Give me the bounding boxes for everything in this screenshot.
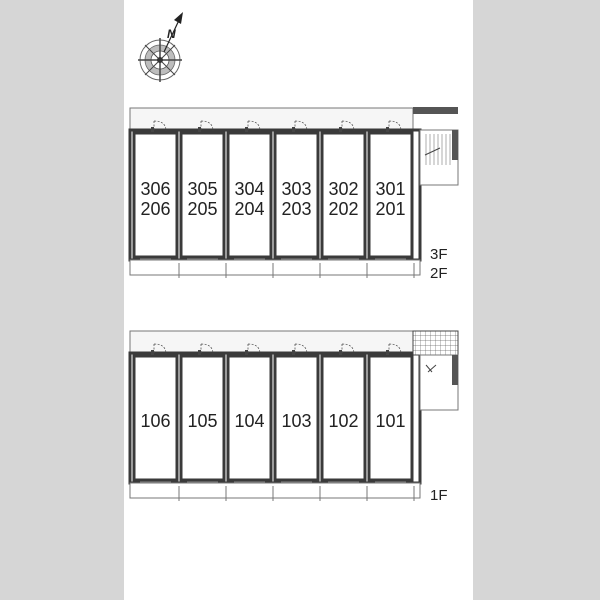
unit-number-lower: 202 xyxy=(328,199,359,219)
unit-cell xyxy=(228,121,273,278)
unit-number-lower: 205 xyxy=(187,199,218,219)
floor-label-2f: 2F xyxy=(430,265,448,282)
north-compass-icon xyxy=(138,12,183,82)
corridor xyxy=(130,108,413,130)
unit-number: 106 xyxy=(140,411,171,431)
unit-number: 103 xyxy=(281,411,312,431)
unit-cell xyxy=(322,121,367,278)
unit-number-lower: 203 xyxy=(281,199,312,219)
unit-cell xyxy=(369,344,414,501)
unit-cell xyxy=(181,121,226,278)
floor-label-1f: 1F xyxy=(430,487,448,504)
unit-cell xyxy=(369,121,414,278)
unit-cell xyxy=(275,121,320,278)
floor-label-3f: 3F xyxy=(430,246,448,263)
unit-number-upper: 304 xyxy=(234,179,265,199)
unit-number: 101 xyxy=(375,411,406,431)
balcony-strip xyxy=(130,260,420,275)
unit-number-upper: 306 xyxy=(140,179,171,199)
staircase-icon xyxy=(413,331,458,410)
unit-number-lower: 204 xyxy=(234,199,265,219)
unit-number: 105 xyxy=(187,411,218,431)
unit-cell xyxy=(181,344,226,501)
lower-floor-plan xyxy=(130,331,458,504)
unit-number-upper: 302 xyxy=(328,179,359,199)
unit-number-lower: 206 xyxy=(140,199,171,219)
unit-cell xyxy=(275,344,320,501)
staircase-icon xyxy=(413,107,458,185)
unit-cell xyxy=(228,344,273,501)
north-label: N xyxy=(167,27,176,41)
unit-number: 102 xyxy=(328,411,359,431)
balcony-strip xyxy=(130,483,420,498)
unit-cell xyxy=(322,344,367,501)
unit-cell xyxy=(134,121,179,278)
unit-number-upper: 303 xyxy=(281,179,312,199)
corridor xyxy=(130,331,413,353)
unit-number-upper: 305 xyxy=(187,179,218,199)
unit-number-upper: 301 xyxy=(375,179,406,199)
unit-cell xyxy=(134,344,179,501)
unit-number: 104 xyxy=(234,411,265,431)
unit-number-lower: 201 xyxy=(375,199,406,219)
upper-floor-plan xyxy=(130,107,458,282)
